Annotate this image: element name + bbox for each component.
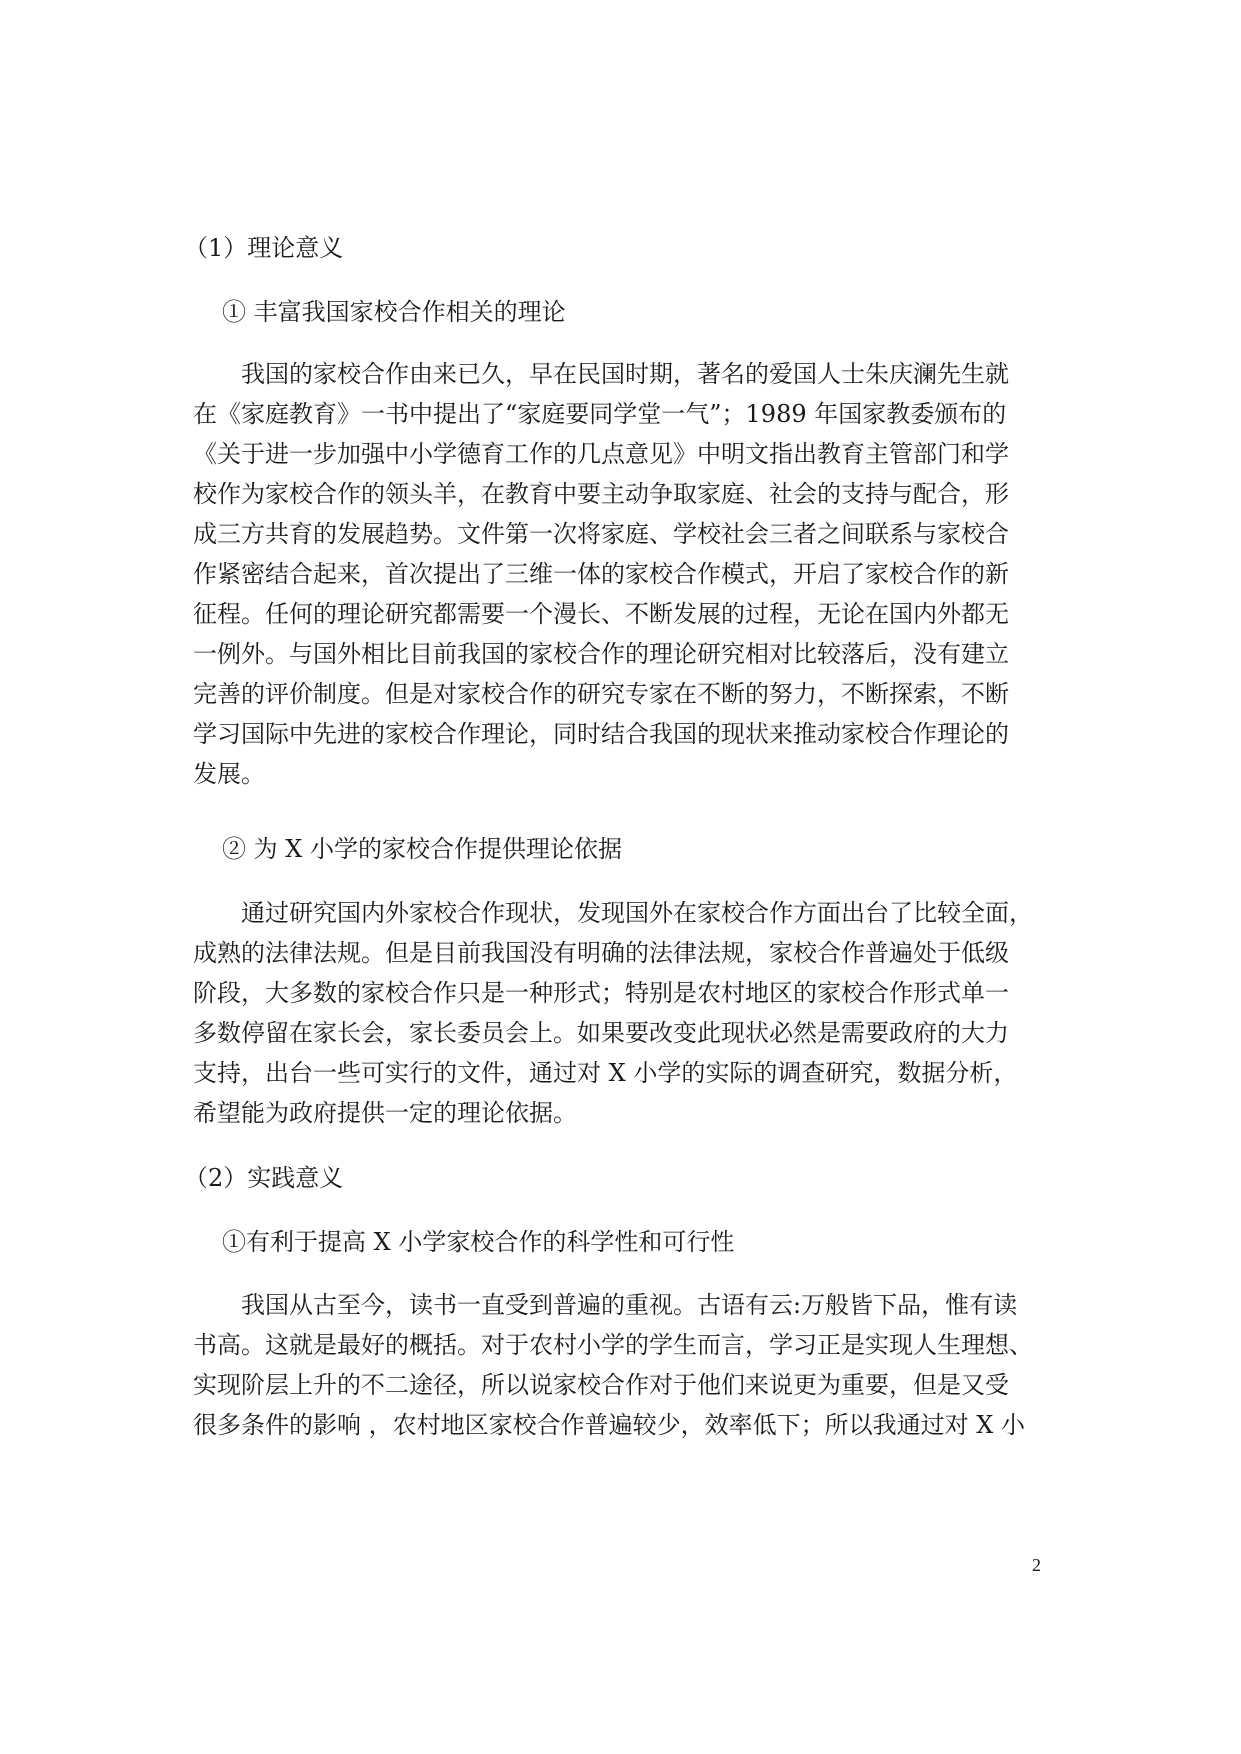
paragraph-line: 支持，出台一些可实行的文件，通过对 X 小学的实际的调查研究，数据分析， <box>193 1059 1018 1087</box>
paragraph-line: 实现阶层上升的不二途径，所以说家校合作对于他们来说更为重要，但是又受 <box>193 1371 1009 1399</box>
paragraph-line: 通过研究国内外家校合作现状，发现国外在家校合作方面出台了比较全面， <box>241 899 1033 927</box>
paragraph-feasibility <box>193 1285 1073 1445</box>
section-heading-theoretical: （1）理论意义 <box>184 234 344 262</box>
paragraph-theory-basis <box>193 893 1073 1133</box>
paragraph-line: 我国的家校合作由来已久，早在民国时期，著名的爱国人士朱庆澜先生就 <box>241 360 1009 388</box>
paragraph-line: 希望能为政府提供一定的理论依据。 <box>193 1099 577 1127</box>
paragraph-line: 发展。 <box>193 760 265 788</box>
paragraph-line: 多数停留在家长会，家长委员会上。如果要改变此现状必然是需要政府的大力 <box>193 1019 1009 1047</box>
paragraph-line: 作紧密结合起来，首次提出了三维一体的家校合作模式，开启了家校合作的新 <box>193 560 1009 588</box>
subsection-title-enrich-theory: ① 丰富我国家校合作相关的理论 <box>222 298 566 326</box>
subsection-title-feasibility: ①有利于提高 X 小学家校合作的科学性和可行性 <box>222 1228 735 1256</box>
page-number: 2 <box>1032 1555 1041 1575</box>
paragraph-enrich-theory <box>193 354 1073 794</box>
paragraph-line: 成熟的法律法规。但是目前我国没有明确的法律法规，家校合作普遍处于低级 <box>193 939 1009 967</box>
section-heading-practical: （2）实践意义 <box>184 1164 344 1192</box>
paragraph-line: 阶段，大多数的家校合作只是一种形式；特别是农村地区的家校合作形式单一 <box>193 979 1009 1007</box>
paragraph-line: 征程。任何的理论研究都需要一个漫长、不断发展的过程，无论在国内外都无 <box>193 600 1009 628</box>
paragraph-line: 书高。这就是最好的概括。对于农村小学的学生而言，学习正是实现人生理想、 <box>193 1331 1033 1359</box>
paragraph-line: 完善的评价制度。但是对家校合作的研究专家在不断的努力，不断探索，不断 <box>193 680 1009 708</box>
paragraph-line: 很多条件的影响 ，农村地区家校合作普遍较少，效率低下；所以我通过对 X 小 <box>193 1411 1025 1439</box>
paragraph-line: 成三方共育的发展趋势。文件第一次将家庭、学校社会三者之间联系与家校合 <box>193 520 1009 548</box>
paragraph-line: 我国从古至今，读书一直受到普遍的重视。古语有云:万般皆下品，惟有读 <box>241 1291 1018 1319</box>
paragraph-line: 在《家庭教育》一书中提出了“家庭要同学堂一气”；1989 年国家教委颁布的 <box>193 400 1007 428</box>
paragraph-line: 一例外。与国外相比目前我国的家校合作的理论研究相对比较落后，没有建立 <box>193 640 1009 668</box>
subsection-title-theory-basis: ② 为 X 小学的家校合作提供理论依据 <box>222 835 622 863</box>
paragraph-line: 校作为家校合作的领头羊，在教育中要主动争取家庭、社会的支持与配合，形 <box>193 480 1009 508</box>
paragraph-line: 《关于进一步加强中小学德育工作的几点意见》中明文指出教育主管部门和学 <box>193 440 1009 468</box>
paragraph-line: 学习国际中先进的家校合作理论，同时结合我国的现状来推动家校合作理论的 <box>193 720 1009 748</box>
